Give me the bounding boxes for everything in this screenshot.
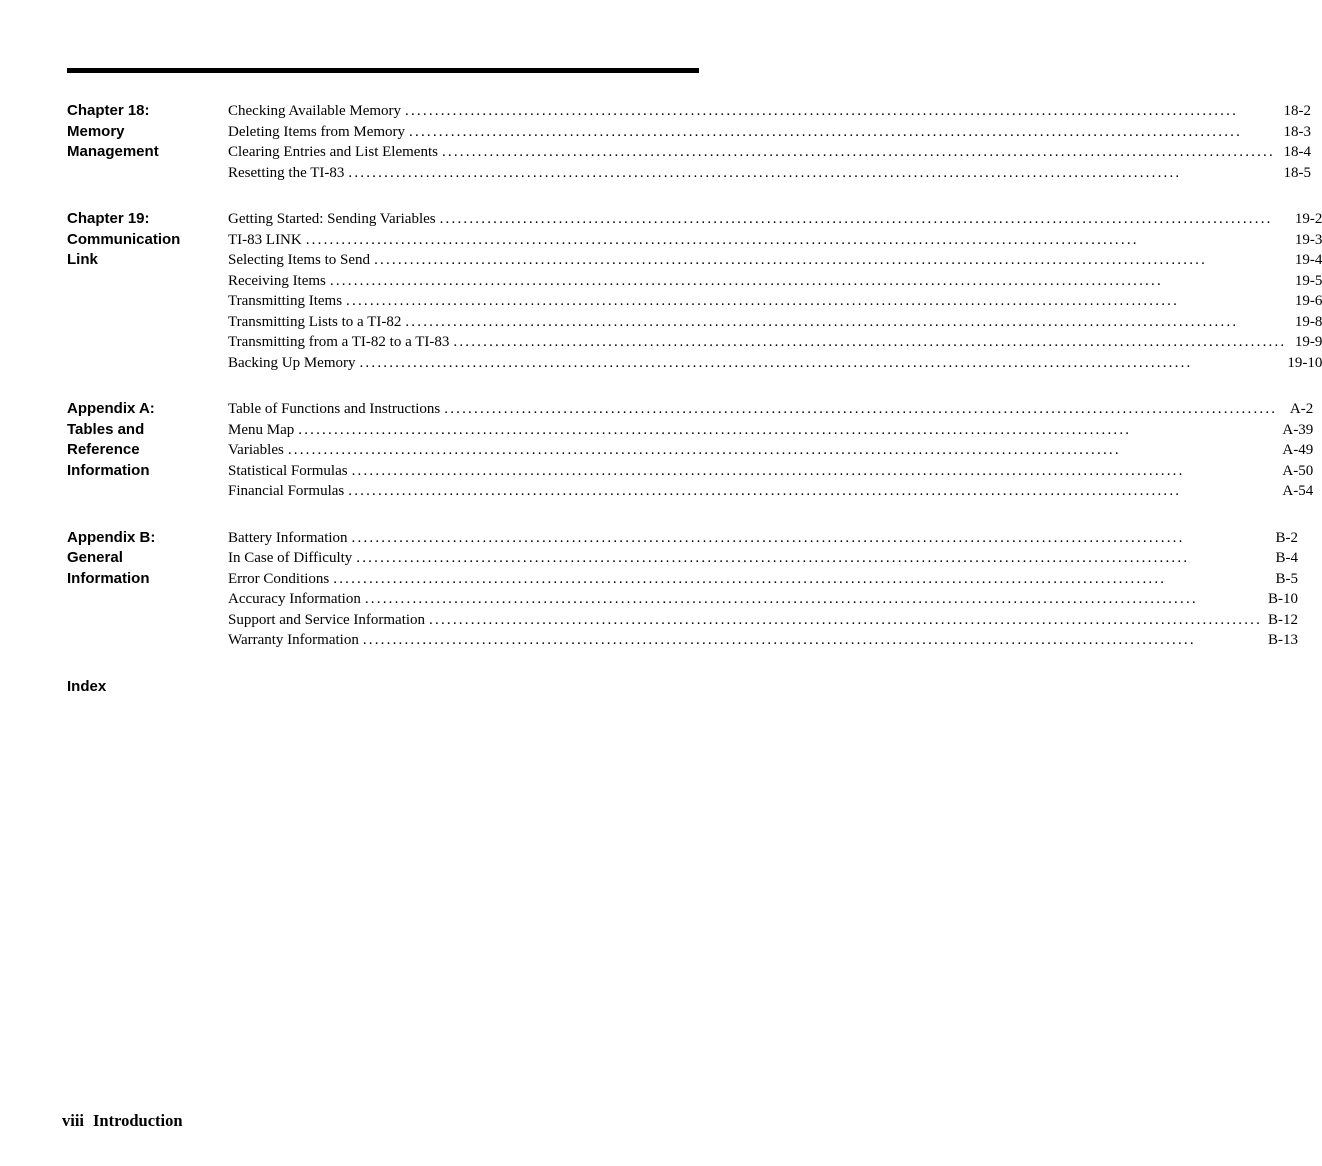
- toc-entry[interactable]: [228, 142, 1311, 163]
- entry-title: Menu Map: [228, 421, 295, 438]
- entry-page-number: A-2: [1289, 401, 1314, 417]
- footer-page-number: viii: [62, 1111, 85, 1130]
- section-title: [67, 209, 228, 373]
- dot-leader: [359, 353, 1285, 374]
- entry-title: Support and Service Information: [228, 611, 426, 628]
- table-of-contents: [67, 101, 1322, 697]
- section-title-line: Reference: [67, 441, 140, 458]
- toc-section: [67, 101, 1311, 183]
- entry-title: Receiving Items: [228, 272, 326, 289]
- section-title-line: Communication: [67, 230, 181, 248]
- entry-page-number: A-54: [1282, 483, 1314, 499]
- page-footer: [62, 1111, 183, 1131]
- section-title-line: Information: [67, 461, 150, 479]
- entry-title: Clearing Entries and List Elements: [228, 144, 438, 160]
- entry-page-number: 19-3: [1294, 231, 1322, 248]
- toc-entry[interactable]: [228, 569, 1298, 590]
- entry-page-number: 19-6: [1294, 293, 1322, 309]
- entry-page-number: B-2: [1275, 529, 1299, 546]
- top-rule: [67, 68, 699, 73]
- toc-entry[interactable]: [228, 481, 1313, 502]
- dot-leader: [442, 142, 1275, 163]
- entry-title: Checking Available Memory: [228, 103, 402, 119]
- entry-page-number: 19-9: [1294, 334, 1322, 350]
- entry-title: Transmitting Lists to a TI-82: [228, 313, 402, 330]
- toc-entry[interactable]: [228, 291, 1322, 312]
- toc-entry[interactable]: [228, 461, 1313, 482]
- entry-title: Backing Up Memory: [228, 354, 356, 371]
- dot-leader: [333, 569, 1262, 590]
- section-entries: [228, 399, 1313, 502]
- toc-entry[interactable]: [228, 610, 1298, 631]
- section-entries: [228, 209, 1322, 373]
- entry-title: Selecting Items to Send: [228, 252, 371, 268]
- toc-entry[interactable]: [228, 312, 1322, 333]
- entry-page-number: 18-3: [1283, 123, 1311, 140]
- section-title-line: Information: [67, 569, 150, 587]
- section-title-line: Management: [67, 143, 159, 160]
- index-heading[interactable]: Index: [67, 677, 107, 695]
- toc-entry[interactable]: [228, 250, 1322, 271]
- dot-leader: [363, 630, 1262, 651]
- entry-page-number: B-13: [1268, 632, 1299, 648]
- toc-entry[interactable]: [228, 548, 1298, 569]
- entry-page-number: A-49: [1282, 442, 1314, 458]
- dot-leader: [346, 291, 1286, 312]
- dot-leader: [405, 101, 1275, 122]
- entry-title: In Case of Difficulty: [228, 550, 353, 566]
- entry-page-number: 18-2: [1283, 103, 1311, 119]
- entry-page-number: 18-4: [1283, 144, 1311, 160]
- entry-title: TI-83 LINK: [228, 231, 302, 248]
- section-title: [67, 528, 228, 651]
- toc-entry[interactable]: [228, 101, 1311, 122]
- entry-page-number: 19-8: [1294, 313, 1322, 330]
- dot-leader: [429, 610, 1262, 631]
- section-title-line: Tables and: [67, 420, 145, 438]
- toc-entry[interactable]: [228, 271, 1322, 292]
- section-title-line: Appendix B:: [67, 528, 156, 546]
- dot-leader: [453, 332, 1286, 353]
- entry-title: Accuracy Information: [228, 591, 361, 607]
- dot-leader: [288, 440, 1277, 461]
- dot-leader: [440, 209, 1287, 230]
- dot-leader: [348, 481, 1277, 502]
- section-title-line: Chapter 19:: [67, 210, 150, 227]
- section-entries: [228, 528, 1298, 651]
- toc-sections: [67, 101, 1322, 651]
- entry-title: Deleting Items from Memory: [228, 123, 406, 140]
- footer-section-title: Introduction: [93, 1111, 183, 1130]
- entry-title: Transmitting Items: [228, 293, 343, 309]
- section-title: [67, 101, 228, 183]
- toc-entry[interactable]: [228, 209, 1322, 230]
- entry-title: Transmitting from a TI-82 to a TI-83: [228, 334, 450, 350]
- toc-section: [67, 399, 1314, 502]
- section-title-line: Appendix A:: [67, 400, 155, 417]
- entry-title: Battery Information: [228, 529, 348, 546]
- toc-entry[interactable]: [228, 440, 1313, 461]
- dot-leader: [444, 399, 1277, 420]
- toc-entry[interactable]: [228, 230, 1322, 251]
- dot-leader: [374, 250, 1286, 271]
- dot-leader: [405, 312, 1286, 333]
- section-title: [67, 399, 228, 502]
- entry-title: Getting Started: Sending Variables: [228, 211, 436, 227]
- toc-entry[interactable]: [228, 528, 1298, 549]
- toc-entry[interactable]: [228, 163, 1311, 184]
- toc-entry[interactable]: [228, 332, 1322, 353]
- entry-page-number: 18-5: [1283, 164, 1311, 181]
- section-entries: [228, 101, 1311, 183]
- toc-entry[interactable]: [228, 399, 1313, 420]
- entry-title: Error Conditions: [228, 570, 330, 587]
- toc-entry[interactable]: [228, 630, 1298, 651]
- entry-page-number: B-4: [1275, 550, 1299, 566]
- entry-page-number: 19-10: [1287, 354, 1322, 371]
- toc-entry[interactable]: [228, 589, 1298, 610]
- section-title-line: Link: [67, 251, 98, 268]
- entry-page-number: B-12: [1268, 611, 1299, 628]
- dot-leader: [352, 461, 1278, 482]
- toc-entry[interactable]: [228, 122, 1311, 143]
- toc-section: [67, 209, 1322, 373]
- entry-page-number: B-5: [1275, 570, 1299, 587]
- entry-title: Statistical Formulas: [228, 462, 348, 479]
- entry-title: Warranty Information: [228, 632, 359, 648]
- entry-page-number: 19-5: [1294, 272, 1322, 289]
- toc-entry[interactable]: [228, 353, 1322, 374]
- dot-leader: [409, 122, 1275, 143]
- dot-leader: [352, 528, 1263, 549]
- section-title-line: General: [67, 549, 123, 566]
- entry-title: Resetting the TI-83: [228, 164, 345, 181]
- dot-leader: [330, 271, 1286, 292]
- entry-page-number: B-10: [1268, 591, 1299, 607]
- dot-leader: [298, 420, 1277, 441]
- toc-section: [67, 528, 1299, 651]
- section-title-line: Memory: [67, 122, 125, 140]
- entry-title: Table of Functions and Instructions: [228, 401, 441, 417]
- entry-page-number: A-39: [1282, 421, 1314, 438]
- dot-leader: [365, 589, 1262, 610]
- entry-page-number: 19-2: [1294, 211, 1322, 227]
- toc-entry[interactable]: [228, 420, 1313, 441]
- section-title-line: Chapter 18:: [67, 102, 150, 119]
- entry-title: Variables: [228, 442, 284, 458]
- dot-leader: [306, 230, 1287, 251]
- dot-leader: [348, 163, 1275, 184]
- entry-title: Financial Formulas: [228, 483, 345, 499]
- dot-leader: [356, 548, 1262, 569]
- entry-page-number: 19-4: [1294, 252, 1322, 268]
- entry-page-number: A-50: [1282, 462, 1314, 479]
